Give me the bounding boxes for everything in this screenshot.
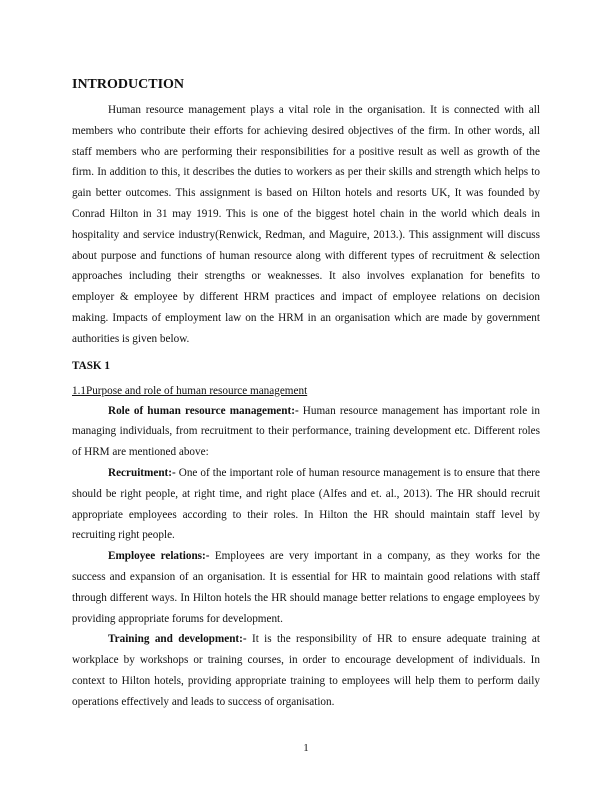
paragraph-body: One of the important role of human resource management is to ensure that there should be right people, at right time, and right place (Alfes and et. al., 2013). The HR should recruit appropriate employees according to their roles. In Hilton the HR should maintain staff level by recruiting right people.	[72, 466, 540, 542]
intro-paragraph: Human resource management plays a vital role in the organisation. It is connected with all members who contribute their efforts for achieving desired objectives of the firm. In other words, all staff members who are performing their responsibilities for a positive result as well as growth of the firm. In addition to this, it describes the duties to workers as per their skills and strength which helps to gain better outcomes. This assignment is based on Hilton hotels and resorts UK, It was founded by Conrad Hilton in 31 may 1919. This is one of the biggest hotel chain in the world which deals in hospitality and service industry(Renwick, Redman, and Maguire, 2013.). This assignment will discuss about purpose and functions of human resource along with different types of recruitment & selection approaches including their strengths or weaknesses. It also involves explanation for benefits to employer & employee by different HRM practices and impact of employee relations on decision making. Impacts of employment law on the HRM in an organisation which are made by government authorities is given below.	[72, 104, 540, 345]
page-number: 1	[303, 742, 309, 754]
task-heading: TASK 1	[72, 359, 111, 372]
paragraph-role	[72, 401, 540, 463]
paragraph-training	[72, 629, 540, 712]
paragraph-employee-relations	[72, 546, 540, 629]
paragraph-lead: Role of human resource management:-	[108, 404, 299, 417]
paragraph-lead: Recruitment:-	[108, 466, 176, 479]
document-page	[72, 76, 540, 713]
section-heading: INTRODUCTION	[72, 77, 185, 92]
paragraph-recruitment	[72, 463, 540, 546]
subsection-heading: 1.1Purpose and role of human resource management	[72, 384, 308, 397]
paragraph-lead: Employee relations:-	[108, 550, 210, 563]
paragraph-lead: Training and development:-	[108, 633, 247, 646]
paragraph-body: It is the responsibility of HR to ensure adequate training at workplace by workshops or training courses, in order to encourage development of individuals. In context to Hilton hotels, providing appropriate training to employees will help them to perform daily operations effectively and leads to success of organisation.	[72, 633, 540, 708]
paragraph-body: Human resource management has important role in managing individuals, from recruitment to their performance, training development etc. Different roles of HRM are mentioned above:	[72, 404, 540, 459]
paragraph-body: Employees are very important in a company, as they works for the success and expansion of an organisation. It is essential for HR to maintain good relations with staff through different ways. In Hilton hotels the HR should manage better relations to engage employees by providing appropriate forums for development.	[72, 550, 540, 625]
